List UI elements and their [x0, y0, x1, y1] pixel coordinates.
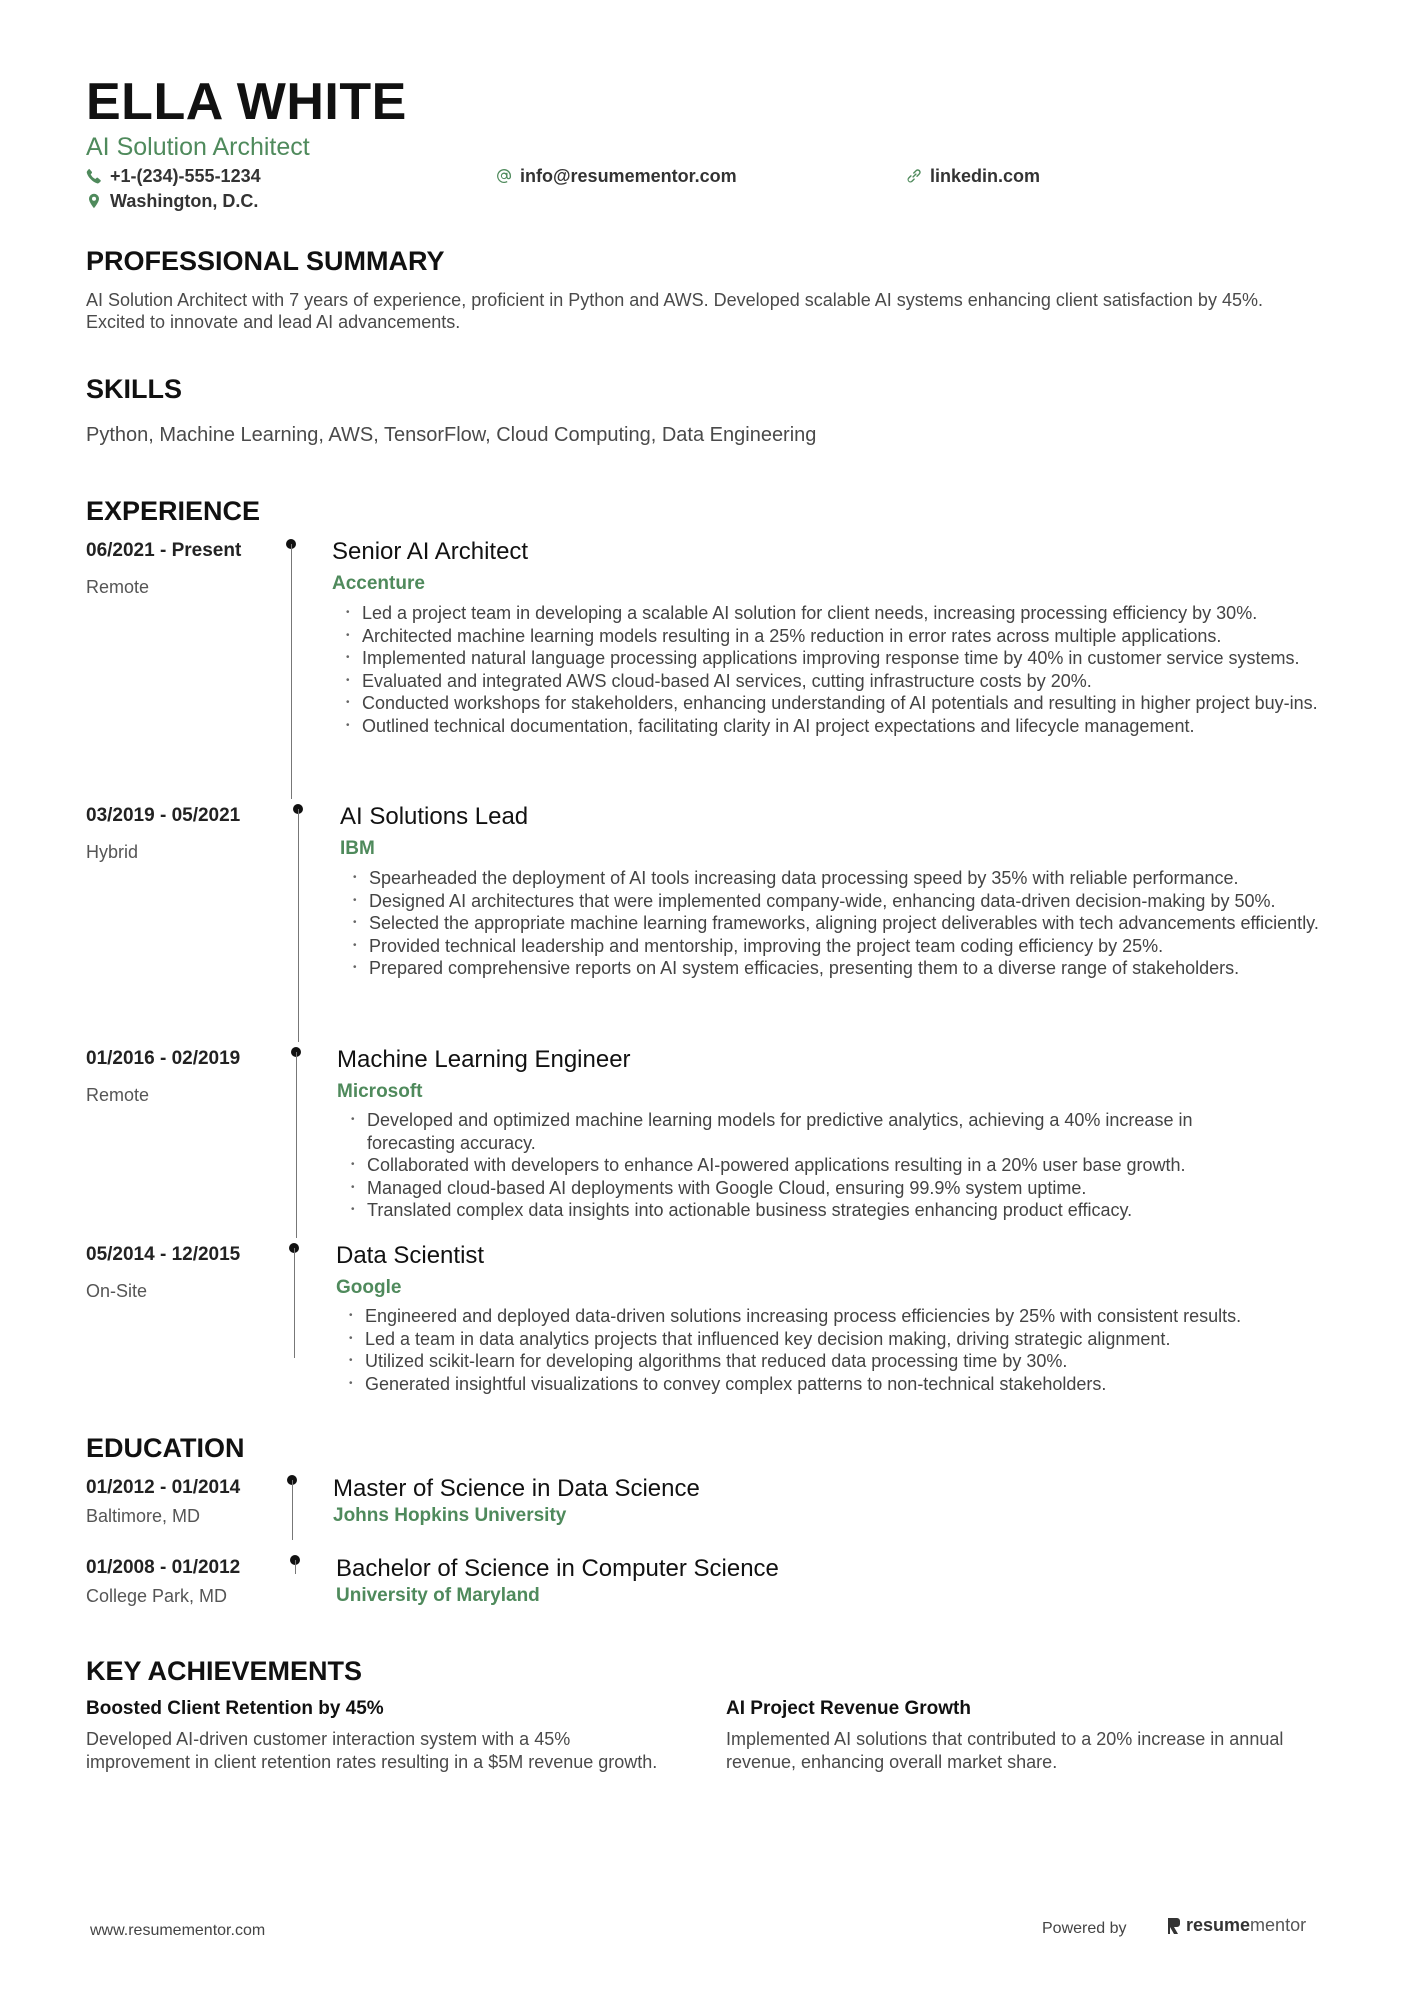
- edu-location: Baltimore, MD: [86, 1506, 201, 1526]
- contact-location: [86, 190, 258, 212]
- at-sign-icon: [496, 168, 512, 184]
- achievement-title: Boosted Client Retention by 45%: [86, 1698, 384, 1719]
- bullet-item: • Architected machine learning models resulting in a 25% reduction in error rates across multiple applications.: [340, 625, 1340, 648]
- timeline-line: [292, 1480, 293, 1540]
- skills-text: Python, Machine Learning, AWS, TensorFlow, Cloud Computing, Data Engineering: [86, 424, 817, 446]
- edu-school: Johns Hopkins University: [333, 1505, 567, 1526]
- job-bullets: [340, 602, 1340, 738]
- job-location: Remote: [86, 1085, 150, 1105]
- job-location: On-Site: [86, 1281, 148, 1301]
- bullet-item: • Implemented natural language processing applications improving response time by 40% in customer service systems.: [340, 647, 1340, 670]
- bullet-item: • Engineered and deployed data-driven solutions increasing process efficiencies by 25% with consistent results.: [343, 1305, 1353, 1328]
- timeline-line: [298, 809, 299, 1042]
- job-location: Remote: [86, 577, 150, 597]
- bullet-item: • Developed and optimized machine learning models for predictive analytics, achieving a 40% increase in forecasting accuracy.: [345, 1109, 1275, 1154]
- brand-logo[interactable]: [1166, 1915, 1306, 1936]
- bullet-item: • Utilized scikit-learn for developing algorithms that reduced data processing time by 30%.: [343, 1350, 1353, 1373]
- job-role: Data Scientist: [336, 1242, 485, 1269]
- linkedin-text[interactable]: linkedin.com: [930, 166, 1041, 186]
- email-text[interactable]: info@resumementor.com: [520, 166, 737, 186]
- edu-school: University of Maryland: [336, 1585, 540, 1606]
- candidate-name: ELLA WHITE: [86, 73, 407, 131]
- bullet-item: • Led a team in data analytics projects that influenced key decision making, driving strategic alignment.: [343, 1328, 1353, 1351]
- brand-name-light: mentor: [1250, 1915, 1307, 1935]
- job-date: 01/2016 - 02/2019: [86, 1048, 241, 1069]
- job-role: AI Solutions Lead: [340, 803, 529, 830]
- edu-degree: Master of Science in Data Science: [333, 1475, 700, 1502]
- phone-text: +1-(234)-555-1234: [110, 166, 261, 186]
- bullet-item: • Provided technical leadership and mentorship, improving the project team coding efficiency by 25%.: [347, 935, 1327, 958]
- achievement-desc: Developed AI-driven customer interaction system with a 45% improvement in client retention rates resulting in a $5M revenue growth.: [86, 1729, 658, 1772]
- job-role: Senior AI Architect: [332, 538, 529, 565]
- job-company: Microsoft: [337, 1081, 423, 1102]
- bullet-item: • Designed AI architectures that were implemented company-wide, enhancing data-driven decision-making by 50%.: [347, 890, 1327, 913]
- timeline-line: [296, 1052, 297, 1238]
- edu-date: 01/2012 - 01/2014: [86, 1477, 241, 1498]
- timeline-line: [294, 1248, 295, 1358]
- contact-email: [496, 165, 737, 187]
- summary-heading: PROFESSIONAL SUMMARY: [86, 246, 445, 276]
- job-bullets: [345, 1109, 1275, 1222]
- bullet-item: • Collaborated with developers to enhance AI-powered applications resulting in a 20% user base growth.: [345, 1154, 1275, 1177]
- edu-date: 01/2008 - 01/2012: [86, 1557, 241, 1578]
- experience-heading: EXPERIENCE: [86, 496, 261, 526]
- bullet-item: • Managed cloud-based AI deployments with Google Cloud, ensuring 99.9% system uptime.: [345, 1177, 1275, 1200]
- brand-name-bold: resume: [1186, 1915, 1251, 1935]
- summary-text: AI Solution Architect with 7 years of experience, proficient in Python and AWS. Developed scalable AI systems enhancing client satisfaction by 45%. Excited to innovate and lead AI advancements.: [86, 290, 1263, 332]
- bullet-item: • Generated insightful visualizations to convey complex patterns to non-technical stakeholders.: [343, 1373, 1353, 1396]
- timeline-line: [295, 1560, 296, 1574]
- skills-heading: SKILLS: [86, 374, 183, 404]
- job-location: Hybrid: [86, 842, 139, 862]
- timeline-line: [291, 544, 292, 799]
- candidate-title: AI Solution Architect: [86, 133, 310, 161]
- link-icon: [906, 168, 922, 184]
- job-date: 06/2021 - Present: [86, 540, 242, 561]
- bullet-item: • Prepared comprehensive reports on AI system efficacies, presenting them to a diverse range of stakeholders.: [347, 957, 1327, 980]
- job-company: IBM: [340, 838, 375, 859]
- location-text: Washington, D.C.: [110, 191, 259, 211]
- job-role: Machine Learning Engineer: [337, 1046, 631, 1073]
- bullet-item: • Conducted workshops for stakeholders, enhancing understanding of AI potentials and resulting in higher project buy-ins.: [340, 692, 1340, 715]
- job-date: 05/2014 - 12/2015: [86, 1244, 241, 1265]
- bullet-item: • Selected the appropriate machine learning frameworks, aligning project deliverables with tech advancements efficiently.: [347, 912, 1327, 935]
- contact-phone: [86, 165, 261, 187]
- brand-mark-icon: [1166, 1917, 1182, 1935]
- achievement-desc: Implemented AI solutions that contributed to a 20% increase in annual revenue, enhancing overall market share.: [726, 1729, 1284, 1772]
- job-bullets: [343, 1305, 1353, 1395]
- bullet-item: • Spearheaded the deployment of AI tools increasing data processing speed by 35% with reliable performance.: [347, 867, 1327, 890]
- job-company: Google: [336, 1277, 402, 1298]
- bullet-item: • Evaluated and integrated AWS cloud-based AI services, cutting infrastructure costs by 20%.: [340, 670, 1340, 693]
- edu-location: College Park, MD: [86, 1586, 228, 1606]
- location-pin-icon: [86, 193, 102, 209]
- phone-icon: [86, 168, 102, 184]
- powered-by-label: Powered by: [1042, 1920, 1127, 1937]
- job-bullets: [347, 867, 1327, 980]
- job-company: Accenture: [332, 573, 425, 594]
- bullet-item: • Outlined technical documentation, facilitating clarity in AI project expectations and lifecycle management.: [340, 715, 1340, 738]
- bullet-item: • Led a project team in developing a scalable AI solution for client needs, increasing processing efficiency by 30%.: [340, 602, 1340, 625]
- achievement-title: AI Project Revenue Growth: [726, 1698, 971, 1719]
- job-date: 03/2019 - 05/2021: [86, 805, 241, 826]
- footer-url[interactable]: www.resumementor.com: [90, 1922, 266, 1939]
- bullet-item: • Translated complex data insights into actionable business strategies enhancing product efficacy.: [345, 1199, 1275, 1222]
- education-heading: EDUCATION: [86, 1433, 245, 1463]
- achievements-heading: KEY ACHIEVEMENTS: [86, 1656, 363, 1686]
- contact-linkedin: [906, 165, 1040, 187]
- edu-degree: Bachelor of Science in Computer Science: [336, 1555, 779, 1582]
